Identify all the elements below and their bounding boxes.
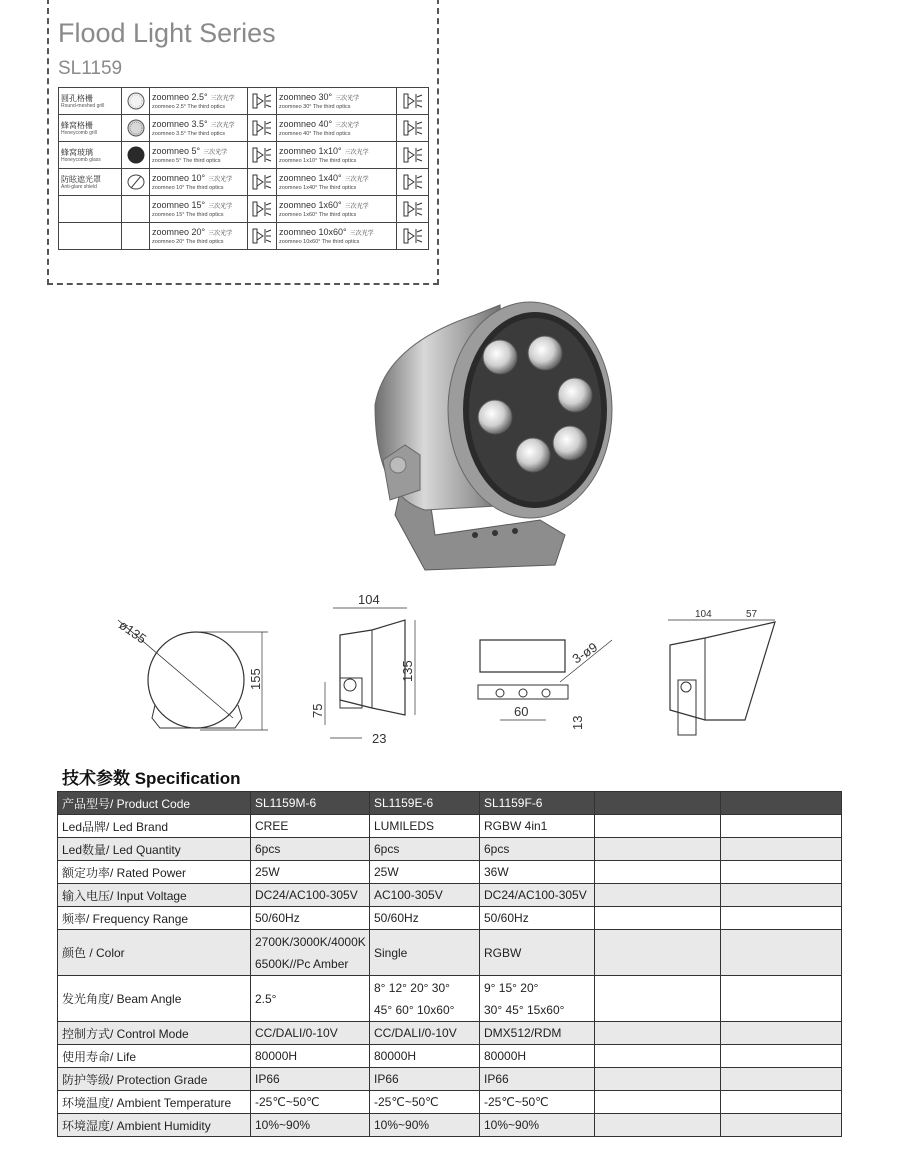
spec-value bbox=[595, 976, 721, 1022]
spec-value bbox=[595, 815, 721, 838]
spec-value: 50/60Hz bbox=[370, 907, 480, 930]
beam-option-a: zoomneo 2.5° 三次光学 zoomneo 2.5° The third optics bbox=[150, 88, 248, 115]
spec-label: 环境湿度/ Ambient Humidity bbox=[58, 1114, 251, 1137]
beam-option-a: zoomneo 5° 三次光学 zoomneo 5° The third optics bbox=[150, 142, 248, 169]
beam-optics-icon bbox=[251, 118, 273, 138]
spec-row bbox=[58, 884, 842, 907]
spec-value bbox=[595, 930, 721, 976]
spec-value bbox=[721, 792, 842, 815]
beam-optics-icon bbox=[397, 115, 429, 142]
bottom-spacing: 60 bbox=[514, 704, 529, 719]
spec-row bbox=[58, 1114, 842, 1137]
beam-option-a: zoomneo 20° 三次光学 zoomneo 20° The third optics bbox=[150, 223, 248, 250]
spec-value: 80000H bbox=[370, 1045, 480, 1068]
beam-option-b: zoomneo 10x60° 三次光学 zoomneo 10x60° The third optics bbox=[277, 223, 397, 250]
beam-optics-icon bbox=[251, 199, 273, 219]
side-view-drawing bbox=[310, 592, 415, 746]
spec-value bbox=[595, 1068, 721, 1091]
optics-row bbox=[59, 142, 429, 169]
spec-value bbox=[721, 838, 842, 861]
spec-value: 6pcs bbox=[370, 838, 480, 861]
spec-value bbox=[721, 1022, 842, 1045]
spec-value: 6pcs bbox=[480, 838, 595, 861]
spec-value: 50/60Hz bbox=[480, 907, 595, 930]
spec-value: 2.5° bbox=[251, 976, 370, 1022]
beam-optics-icon bbox=[251, 145, 273, 165]
spec-value bbox=[595, 792, 721, 815]
beam-optics-icon bbox=[248, 169, 277, 196]
spec-value: SL1159E-6 bbox=[370, 792, 480, 815]
spec-row bbox=[58, 861, 842, 884]
beam-option-a: zoomneo 3.5° 三次光学 zoomneo 3.5° The third optics bbox=[150, 115, 248, 142]
spec-label: 输入电压/ Input Voltage bbox=[58, 884, 251, 907]
optics-row bbox=[59, 196, 429, 223]
beam-option-a: zoomneo 15° 三次光学 zoomneo 15° The third optics bbox=[150, 196, 248, 223]
spec-value bbox=[595, 1022, 721, 1045]
honeycomb-glass-icon bbox=[122, 142, 150, 169]
tilt-overhang: 57 bbox=[746, 609, 758, 620]
spec-row bbox=[58, 1068, 842, 1091]
beam-optics-icon bbox=[402, 91, 424, 111]
spec-label: 环境温度/ Ambient Temperature bbox=[58, 1091, 251, 1114]
spec-value bbox=[721, 1068, 842, 1091]
spec-value: CC/DALI/0-10V bbox=[370, 1022, 480, 1045]
beam-option-b: zoomneo 1x60° 三次光学 zoomneo 1x60° The third optics bbox=[277, 196, 397, 223]
front-diameter: ø135 bbox=[116, 617, 150, 647]
spec-value: 25W bbox=[251, 861, 370, 884]
beam-optics-icon bbox=[248, 223, 277, 250]
spec-value bbox=[595, 884, 721, 907]
anti-glare-shield-icon bbox=[122, 169, 150, 196]
spec-header-row bbox=[58, 792, 842, 815]
beam-optics-icon bbox=[397, 223, 429, 250]
product-photo bbox=[365, 295, 625, 580]
spec-label: 额定功率/ Rated Power bbox=[58, 861, 251, 884]
tilt-view-drawing bbox=[668, 609, 775, 735]
spec-title: 技术参数 Specification bbox=[62, 769, 241, 788]
led-3 bbox=[558, 378, 592, 412]
spec-value: RGBW bbox=[480, 930, 595, 976]
spec-row bbox=[58, 930, 842, 976]
beam-option-b: zoomneo 40° 三次光学 zoomneo 40° The third optics bbox=[277, 115, 397, 142]
filter-name: 蜂窝玻璃 Honeycomb glass bbox=[59, 142, 122, 169]
spec-value bbox=[595, 1114, 721, 1137]
spec-value: DC24/AC100-305V bbox=[480, 884, 595, 907]
spec-value: 80000H bbox=[480, 1045, 595, 1068]
front-view-drawing bbox=[116, 617, 268, 730]
spec-value: DC24/AC100-305V bbox=[251, 884, 370, 907]
bottom-view-drawing bbox=[478, 639, 612, 730]
spec-value: Single bbox=[370, 930, 480, 976]
spec-value: -25℃~50℃ bbox=[480, 1091, 595, 1114]
spec-value bbox=[721, 1114, 842, 1137]
led-4 bbox=[478, 400, 512, 434]
spec-value bbox=[721, 1045, 842, 1068]
beam-optics-icon bbox=[251, 91, 273, 111]
beam-optics-icon bbox=[402, 226, 424, 246]
round-mesh-grill-icon bbox=[122, 88, 150, 115]
spec-label: 控制方式/ Control Mode bbox=[58, 1022, 251, 1045]
beam-optics-icon bbox=[397, 169, 429, 196]
spec-value bbox=[595, 861, 721, 884]
optics-row bbox=[59, 169, 429, 196]
side-offset: 23 bbox=[372, 731, 387, 746]
filter-name bbox=[59, 223, 122, 250]
spec-row bbox=[58, 815, 842, 838]
spec-value: 50/60Hz bbox=[251, 907, 370, 930]
spec-value bbox=[721, 815, 842, 838]
spec-value bbox=[721, 976, 842, 1022]
led-5 bbox=[553, 426, 587, 460]
series-title: Flood Light Series bbox=[58, 18, 276, 48]
spec-value: IP66 bbox=[370, 1068, 480, 1091]
spec-value: CREE bbox=[251, 815, 370, 838]
beam-option-b: zoomneo 1x40° 三次光学 zoomneo 1x40° The third optics bbox=[277, 169, 397, 196]
optics-row bbox=[59, 88, 429, 115]
empty-cell bbox=[122, 223, 150, 250]
filter-name: 防眩遮光罩 Anti-glare shield bbox=[59, 169, 122, 196]
optics-row bbox=[59, 115, 429, 142]
beam-optics-icon bbox=[402, 145, 424, 165]
spec-value bbox=[595, 907, 721, 930]
spec-row bbox=[58, 907, 842, 930]
model-code: SL1159 bbox=[58, 58, 123, 79]
filter-name: 圆孔格栅 Round-meshed grill bbox=[59, 88, 122, 115]
beam-optics-icon bbox=[402, 172, 424, 192]
spec-label: 防护等级/ Protection Grade bbox=[58, 1068, 251, 1091]
led-2 bbox=[528, 336, 562, 370]
spec-label: Led数量/ Led Quantity bbox=[58, 838, 251, 861]
spec-value: -25℃~50℃ bbox=[251, 1091, 370, 1114]
optics-row bbox=[59, 223, 429, 250]
spec-value bbox=[721, 1091, 842, 1114]
spec-value: RGBW 4in1 bbox=[480, 815, 595, 838]
spec-row bbox=[58, 1091, 842, 1114]
side-width: 104 bbox=[358, 592, 380, 607]
spec-value bbox=[721, 930, 842, 976]
spec-value: 8° 12° 20° 30° 45° 60° 10x60° bbox=[370, 976, 480, 1022]
spec-value: 36W bbox=[480, 861, 595, 884]
spec-value: LUMILEDS bbox=[370, 815, 480, 838]
spec-value bbox=[595, 838, 721, 861]
beam-optics-icon bbox=[397, 88, 429, 115]
spec-row bbox=[58, 1045, 842, 1068]
beam-optics-icon bbox=[248, 142, 277, 169]
filter-name bbox=[59, 196, 122, 223]
spec-label: 颜色 / Color bbox=[58, 930, 251, 976]
spec-value: 10%~90% bbox=[480, 1114, 595, 1137]
spec-row bbox=[58, 976, 842, 1022]
beam-option-b: zoomneo 30° 三次光学 zoomneo 30° The third optics bbox=[277, 88, 397, 115]
spec-value bbox=[595, 1091, 721, 1114]
bottom-height: 13 bbox=[570, 715, 585, 730]
beam-optics-icon bbox=[397, 142, 429, 169]
technical-drawings bbox=[0, 590, 916, 755]
spec-value: -25℃~50℃ bbox=[370, 1091, 480, 1114]
beam-optics-icon bbox=[402, 118, 424, 138]
beam-optics-icon bbox=[251, 172, 273, 192]
bottom-holes: 3-ø9 bbox=[569, 639, 601, 667]
spec-value bbox=[721, 907, 842, 930]
spec-row bbox=[58, 838, 842, 861]
spec-value: IP66 bbox=[480, 1068, 595, 1091]
spec-value: IP66 bbox=[251, 1068, 370, 1091]
spec-value: 10%~90% bbox=[370, 1114, 480, 1137]
beam-optics-icon bbox=[251, 226, 273, 246]
spec-value bbox=[721, 861, 842, 884]
spec-label: 产品型号/ Product Code bbox=[58, 792, 251, 815]
filter-name: 蜂窝格栅 Honeycomb grill bbox=[59, 115, 122, 142]
spec-value: AC100-305V bbox=[370, 884, 480, 907]
spec-label: Led品牌/ Led Brand bbox=[58, 815, 251, 838]
spec-value: DMX512/RDM bbox=[480, 1022, 595, 1045]
spec-value: SL1159F-6 bbox=[480, 792, 595, 815]
spec-value: 2700K/3000K/4000K 6500K//Pc Amber bbox=[251, 930, 370, 976]
beam-optics-icon bbox=[402, 199, 424, 219]
beam-optics-icon bbox=[248, 115, 277, 142]
optics-table bbox=[58, 87, 429, 250]
side-height: 135 bbox=[400, 660, 415, 682]
honeycomb-grill-icon bbox=[122, 115, 150, 142]
spec-value: 25W bbox=[370, 861, 480, 884]
spec-value: CC/DALI/0-10V bbox=[251, 1022, 370, 1045]
spec-table bbox=[57, 791, 842, 1137]
spec-value: 80000H bbox=[251, 1045, 370, 1068]
spec-value: 10%~90% bbox=[251, 1114, 370, 1137]
spec-label: 使用寿命/ Life bbox=[58, 1045, 251, 1068]
spec-value: SL1159M-6 bbox=[251, 792, 370, 815]
led-6 bbox=[516, 438, 550, 472]
spec-value bbox=[721, 884, 842, 907]
empty-cell bbox=[122, 196, 150, 223]
led-1 bbox=[483, 340, 517, 374]
spec-value: 6pcs bbox=[251, 838, 370, 861]
spec-label: 频率/ Frequency Range bbox=[58, 907, 251, 930]
front-height: 155 bbox=[248, 668, 263, 690]
beam-option-b: zoomneo 1x10° 三次光学 zoomneo 1x10° The third optics bbox=[277, 142, 397, 169]
spec-value bbox=[595, 1045, 721, 1068]
spec-value: 9° 15° 20° 30° 45° 15x60° bbox=[480, 976, 595, 1022]
spec-label: 发光角度/ Beam Angle bbox=[58, 976, 251, 1022]
beam-option-a: zoomneo 10° 三次光学 zoomneo 10° The third optics bbox=[150, 169, 248, 196]
beam-optics-icon bbox=[248, 196, 277, 223]
side-bracket: 75 bbox=[310, 703, 325, 718]
spec-row bbox=[58, 1022, 842, 1045]
beam-optics-icon bbox=[397, 196, 429, 223]
tilt-width: 104 bbox=[695, 609, 712, 620]
beam-optics-icon bbox=[248, 88, 277, 115]
